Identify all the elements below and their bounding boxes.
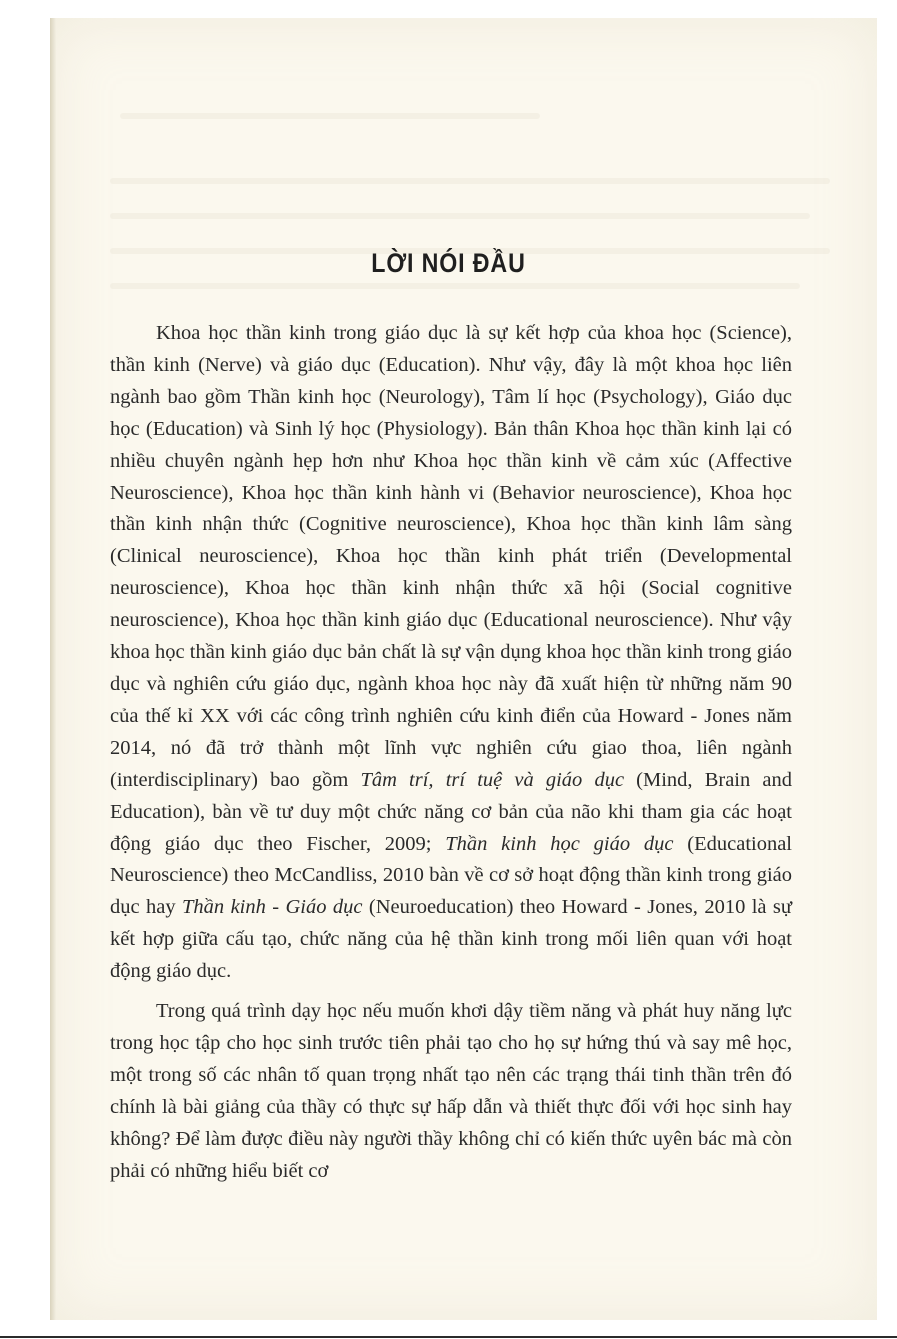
italic-term: Tâm trí, trí tuệ và giáo dục (360, 768, 625, 791)
text-segment: Khoa học thần kinh trong giáo dục là sự kết hợp của khoa học (Science), thần kinh (Nerve) và giáo dục (Education). Như vậy, đây là một khoa học liên ngành bao gồm Thần kinh học (Neurology), Tâm lí học (Psychology), Giáo dục học (Education) và Sinh lý học (Physiology). Bản thân Khoa học thần kinh lại có nhiều chuyên ngành hẹp hơn như Khoa học thần kinh về cảm xúc (Affective Neuroscience), Khoa học thần kinh hành vi (Behavior neuroscience), Khoa học thần kinh nhận thức (Cognitive neuroscience), Khoa học thần kinh lâm sàng (Clinical neuroscience), Khoa học thần kinh phát triển (Developmental neuroscience), Khoa học thần kinh nhận thức xã hội (Social cognitive neuroscience), Khoa học thần kinh giáo dục (Educational neuroscience). Như vậy khoa học thần kinh giáo dục bản chất là sự vận dụng khoa học thần kinh trong giáo dục và nghiên cứu giáo dục, ngành khoa học này đã xuất hiện từ những năm 90 của thế kỉ XX với các công trình nghiên cứu kinh điển của Howard - Jones năm 2014, nó đã trở thành một lĩnh vực nghiên cứu giao thoa, liên ngành (interdisciplinary) bao gồm (110, 322, 792, 791)
bleed-through-line (120, 113, 540, 119)
paragraph (110, 318, 792, 988)
text-segment: (Neuroeducation) theo Howard - Jones, 2010 là sự kết hợp giữa cấu tạo, chức năng của hệ thần kinh trong mối liên quan với hoạt động giáo dục. (110, 896, 793, 983)
bleed-through-line (110, 283, 800, 289)
body-text (110, 318, 792, 1195)
paragraph: Trong quá trình dạy học nếu muốn khơi dậy tiềm năng và phát huy năng lực trong học tập cho học sinh trước tiên phải tạo cho họ sự hứng thú và say mê học, một trong số các nhân tố quan trọng nhất tạo nên các trạng thái tinh thần trên đó chính là bài giảng của thầy có thực sự hấp dẫn và thiết thực đối với học sinh hay không? Để làm được điều này người thầy không chỉ có kiến thức uyên bác mà còn phải có những hiểu biết cơ (110, 1000, 792, 1182)
scan-bottom-border (0, 1336, 897, 1338)
page-binding-edge (50, 18, 56, 1320)
text-segment: (Mind, Brain and Education), bàn về tư duy một chức năng cơ bản của não khi tham gia các hoạt động giáo dục theo Fischer, 2009; (110, 768, 792, 855)
bleed-through-line (110, 178, 830, 184)
italic-term: Thần kinh - Giáo dục (182, 896, 363, 919)
italic-term: Thần kinh học giáo dục (445, 832, 674, 855)
text-segment: (Educational Neuroscience) theo McCandliss, 2010 bàn về cơ sở hoạt động thần kinh trong giáo dục hay (110, 832, 793, 919)
page-title: LỜI NÓI ĐẦU (371, 248, 526, 278)
bleed-through-line (110, 213, 810, 219)
